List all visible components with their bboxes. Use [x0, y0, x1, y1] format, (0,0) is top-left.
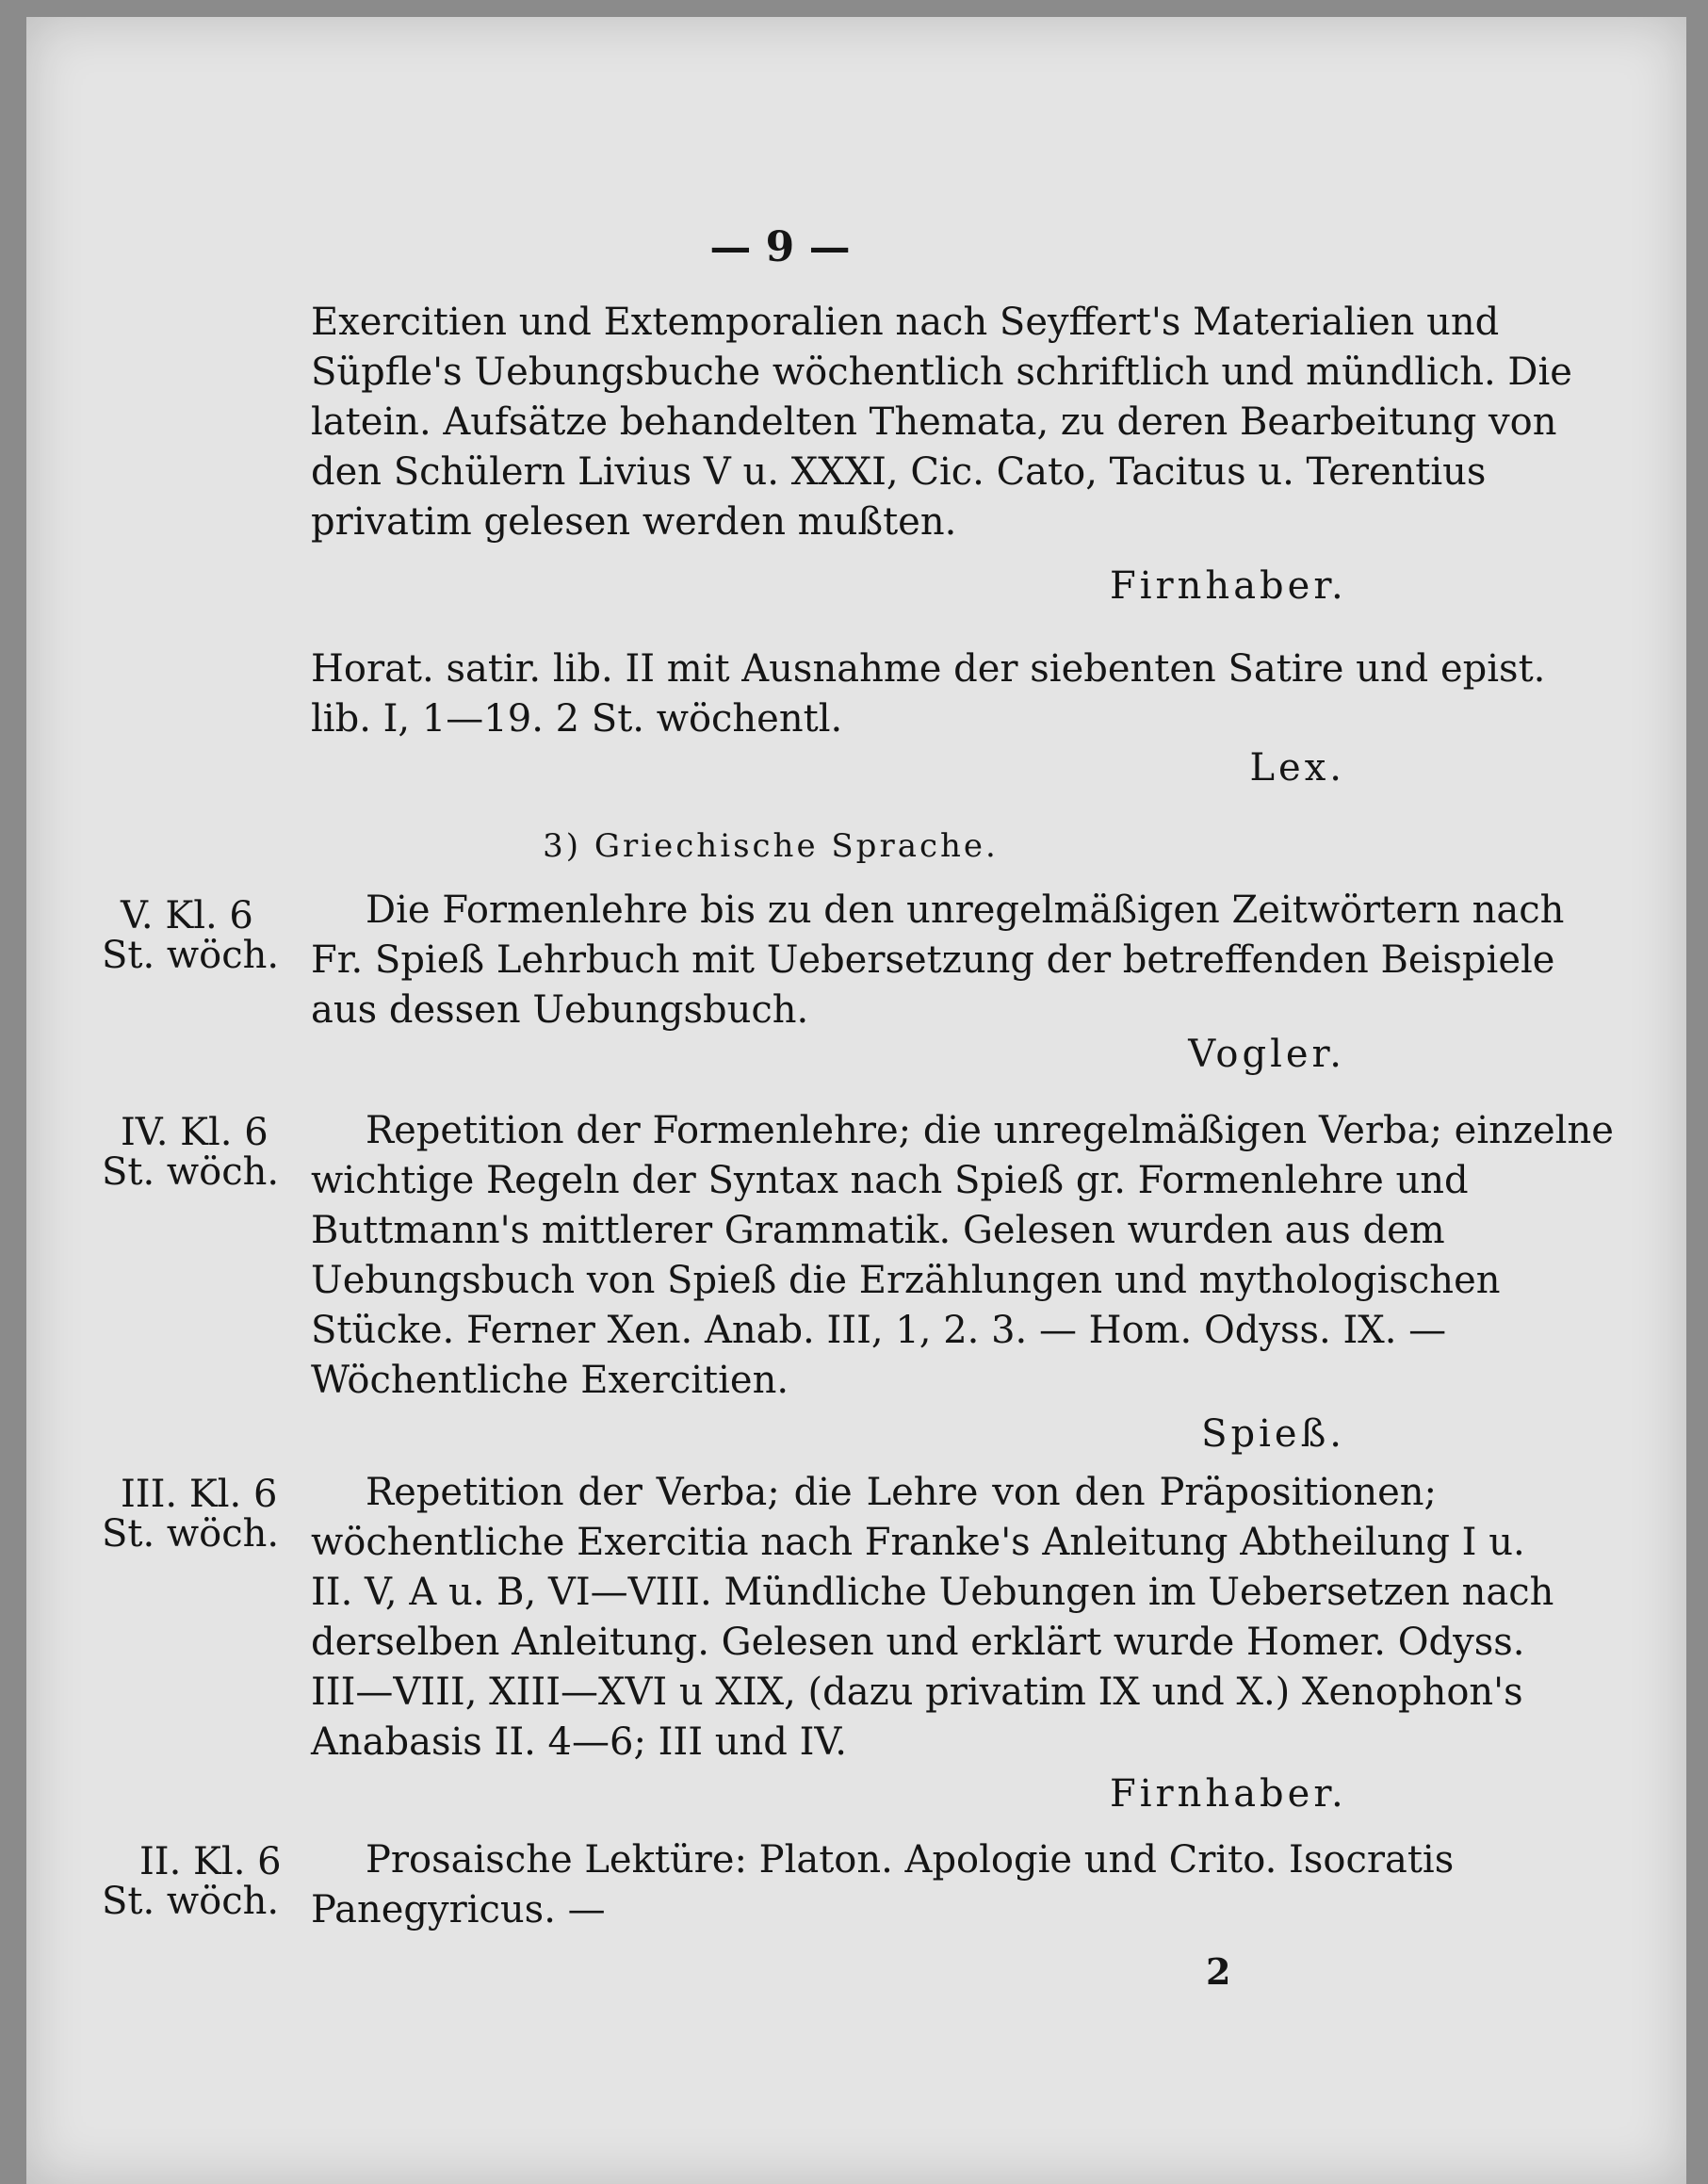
class-label-line: III. Kl. 6	[121, 1473, 278, 1516]
text-line: lib. I, 1—19. 2 St. wöchentl.	[311, 697, 843, 741]
class-label	[102, 1110, 309, 1195]
class-paragraph	[311, 1835, 1455, 1935]
text-line: aus dessen Uebungsbuch.	[311, 988, 809, 1032]
text-line: Fr. Spieß Lehrbuch mit Uebersetzung der betreffenden Beispiele	[311, 938, 1555, 982]
text-line: wichtige Regeln der Syntax nach Spieß gr. Formenlehre und	[311, 1159, 1469, 1202]
latin-paragraph	[311, 298, 1572, 547]
teacher-signature: Spieß.	[1201, 1412, 1345, 1456]
text-line: Prosaische Lektüre: Platon. Apologie und Crito. Isocratis	[366, 1838, 1455, 1882]
class-label-line: II. Kl. 6	[139, 1840, 282, 1883]
text-line: den Schülern Livius V u. XXXI, Cic. Cato, Tacitus u. Terentius	[311, 450, 1487, 494]
text-line: III—VIII, XIII—XVI u XIX, (dazu privatim IX und X.) Xenophon's	[311, 1671, 1523, 1714]
page-number: — 9 —	[709, 223, 851, 271]
teacher-signature: Vogler.	[1188, 1033, 1345, 1076]
class-label	[102, 1472, 309, 1557]
class-label	[102, 893, 309, 978]
text-line: Süpfle's Uebungsbuche wöchentlich schriftlich und mündlich. Die	[311, 350, 1572, 394]
text-line: wöchentliche Exercitia nach Franke's Anleitung Abtheilung I u.	[311, 1521, 1525, 1564]
text-line: Stücke. Ferner Xen. Anab. III, 1, 2. 3. — Hom. Odyss. IX. —	[311, 1309, 1447, 1352]
text-line: Horat. satir. lib. II mit Ausnahme der siebenten Satire und epist.	[311, 647, 1546, 691]
class-paragraph	[311, 886, 1565, 1035]
text-line: Repetition der Formenlehre; die unregelmäßigen Verba; einzelne	[366, 1109, 1614, 1152]
class-label-line: St. wöch.	[102, 934, 280, 977]
text-line: Exercitien und Extemporalien nach Seyffert's Materialien und	[311, 301, 1500, 344]
teacher-signature: Firnhaber.	[1110, 564, 1347, 608]
class-label	[102, 1839, 309, 1924]
class-paragraph	[311, 1468, 1554, 1768]
text-line: Buttmann's mittlerer Grammatik. Gelesen wurden aus dem	[311, 1209, 1445, 1252]
class-label-line: V. Kl. 6	[121, 894, 253, 937]
class-label-line: St. wöch.	[102, 1150, 280, 1194]
text-line: Die Formenlehre bis zu den unregelmäßigen Zeitwörtern nach	[366, 888, 1565, 932]
teacher-signature: Firnhaber.	[1110, 1772, 1347, 1816]
signature-mark: 2	[1206, 1950, 1231, 1993]
class-label-line: St. wöch.	[102, 1512, 280, 1556]
text-line: II. V, A u. B, VI—VIII. Mündliche Uebungen im Uebersetzen nach	[311, 1571, 1554, 1614]
text-line: derselben Anleitung. Gelesen und erklärt wurde Homer. Odyss.	[311, 1621, 1525, 1664]
text-line: privatim gelesen werden mußten.	[311, 500, 957, 544]
page-content	[26, 17, 1686, 2184]
class-paragraph	[311, 1106, 1614, 1406]
class-label-line: St. wöch.	[102, 1880, 280, 1923]
text-line: Wöchentliche Exercitien.	[311, 1359, 789, 1402]
text-line: latein. Aufsätze behandelten Themata, zu deren Bearbeitung von	[311, 400, 1557, 444]
document-page	[26, 17, 1686, 2184]
horace-paragraph	[311, 644, 1546, 744]
text-line: Uebungsbuch von Spieß die Erzählungen und mythologischen	[311, 1259, 1501, 1302]
text-line: Repetition der Verba; die Lehre von den Präpositionen;	[366, 1471, 1437, 1514]
text-line: Anabasis II. 4—6; III und IV.	[311, 1720, 848, 1764]
class-label-line: IV. Kl. 6	[121, 1111, 268, 1154]
text-line: Panegyricus. —	[311, 1888, 606, 1931]
section-heading: 3) Griechische Sprache.	[543, 827, 999, 865]
teacher-signature: Lex.	[1249, 746, 1345, 790]
